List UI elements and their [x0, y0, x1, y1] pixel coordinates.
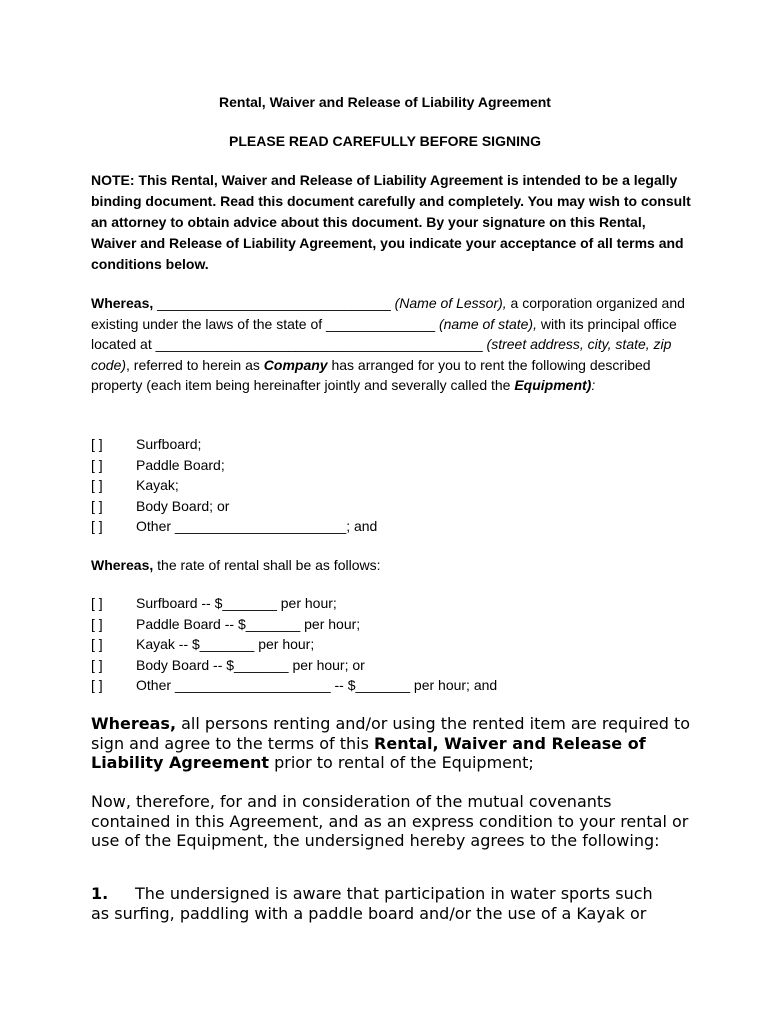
checkbox[interactable]: [ ]	[91, 498, 103, 514]
clause-1-line-2: as surfing, paddling with a paddle board and/or the use of a Kayak or	[91, 904, 647, 923]
street-address-label: (street address, city, state, zip code)	[91, 336, 672, 373]
company-term: Company	[263, 356, 328, 373]
checkbox[interactable]: [ ]	[91, 518, 103, 534]
checkbox[interactable]: [ ]	[91, 436, 103, 452]
whereas-persons-paragraph: Whereas, all persons renting and/or using the rented item are required to sign and agree to the terms of this Rental, Waiver and Release of Liability Agreement prior to rental of the Equipment;	[91, 714, 691, 772]
equipment-term: Equipment)	[514, 377, 592, 393]
whereas-rate-paragraph: Whereas, the rate of rental shall be as follows:	[91, 557, 381, 573]
whereas-lessor-paragraph: Whereas, ______________________________ (Name of Lessor), a corporation organized and existing under the laws of the state of ______________ (name of state), with its principal office located at __________________________________________ (street address, city, state, zip code), referred to herein as Company has arranged for you to rent the following described property (each item being hereinafter jointly and severally called the Equipment):	[91, 295, 685, 393]
whereas-lead: Whereas,	[91, 295, 154, 311]
lessor-blank: ______________________________	[157, 295, 391, 311]
document-page: Rental, Waiver and Release of Liability Agreement PLEASE READ CAREFULLY BEFORE SIGNING NOTE: This Rental, Waiver and Release of Liability Agreement is intended to be a legally binding document. Read this document carefully and completely. You may wish to consult an attorney to obtain advice about this document. By your signature on this Rental, Waiver and Release of Liability Agreement, you indicate your acceptance of all terms and conditions below. Whereas, ______________________________ (Name of Lessor), a corporation organized and existing under the laws of the state of ______________ (name of state), with its principal office located at __________________________________________ (street address, city, state, zip code), referred to herein as Company has arranged for you to rent the following described property (each item being hereinafter jointly and severally called the Equipment): [ ] Surfboard; [ ] Paddle Board; [ ] Kayak; [ ] Body Board; or [ ] Other ______________________; and Whereas, the rate of rental shall be as follows: [ ] Surfboard -- $_______ per hour; [ ] Paddle Board -- $_______ per hour; [ ] Kayak -- $_______ per hour; [ ] Body Board -- $_______ per hour; or [ ] Other ____________________ -- $_______ per hour; and Whereas, all persons renting and/or using the rented item are required to sign and agree to the terms of this Rental, Waiver and Release of Liability Agreement prior to rental of the Equipment; Now, therefore, for and in consideration of the mutual covenants contained in this Agreement, and as an express condition to your rental or use of the Equipment, the undersigned hereby agrees to the following: 1. The undersigned is aware that participation in water sports such as surfing, paddling with a paddle board and/or the use of a Kayak or	[0, 0, 770, 1024]
document-subtitle: PLEASE READ CAREFULLY BEFORE SIGNING	[229, 133, 541, 149]
name-of-state-label: (name of state),	[438, 315, 537, 332]
checkbox[interactable]: [ ]	[91, 657, 103, 673]
address-blank: __________________________________________	[155, 336, 483, 352]
agreement-term: Rental, Waiver and Release of Liability Agreement	[91, 733, 646, 772]
state-blank: ______________	[326, 315, 436, 332]
checkbox[interactable]: [ ]	[91, 677, 103, 693]
clause-1-line-1: The undersigned is aware that participation in water sports such	[135, 884, 653, 903]
checkbox[interactable]: [ ]	[91, 636, 103, 652]
checkbox[interactable]: [ ]	[91, 595, 103, 611]
name-of-lessor-label: (Name of Lessor),	[394, 295, 507, 311]
now-therefore-paragraph: Now, therefore, for and in consideration of the mutual covenants contained in this Agreement, and as an express condition to your rental or use of the Equipment, the undersigned hereby agrees to the following:	[91, 792, 689, 850]
checkbox[interactable]: [ ]	[91, 616, 103, 632]
checkbox[interactable]: [ ]	[91, 477, 103, 493]
note-paragraph: NOTE: This Rental, Waiver and Release of Liability Agreement is intended to be a legally binding document. Read this document carefully and completely. You may wish to consult an attorney to obtain advice about this document. By your signature on this Rental, Waiver and Release of Liability Agreement, you indicate your acceptance of all terms and conditions below.	[91, 172, 691, 272]
checkbox[interactable]: [ ]	[91, 457, 103, 473]
document-title: Rental, Waiver and Release of Liability Agreement	[219, 94, 551, 110]
clause-1-number: 1.	[91, 884, 109, 903]
